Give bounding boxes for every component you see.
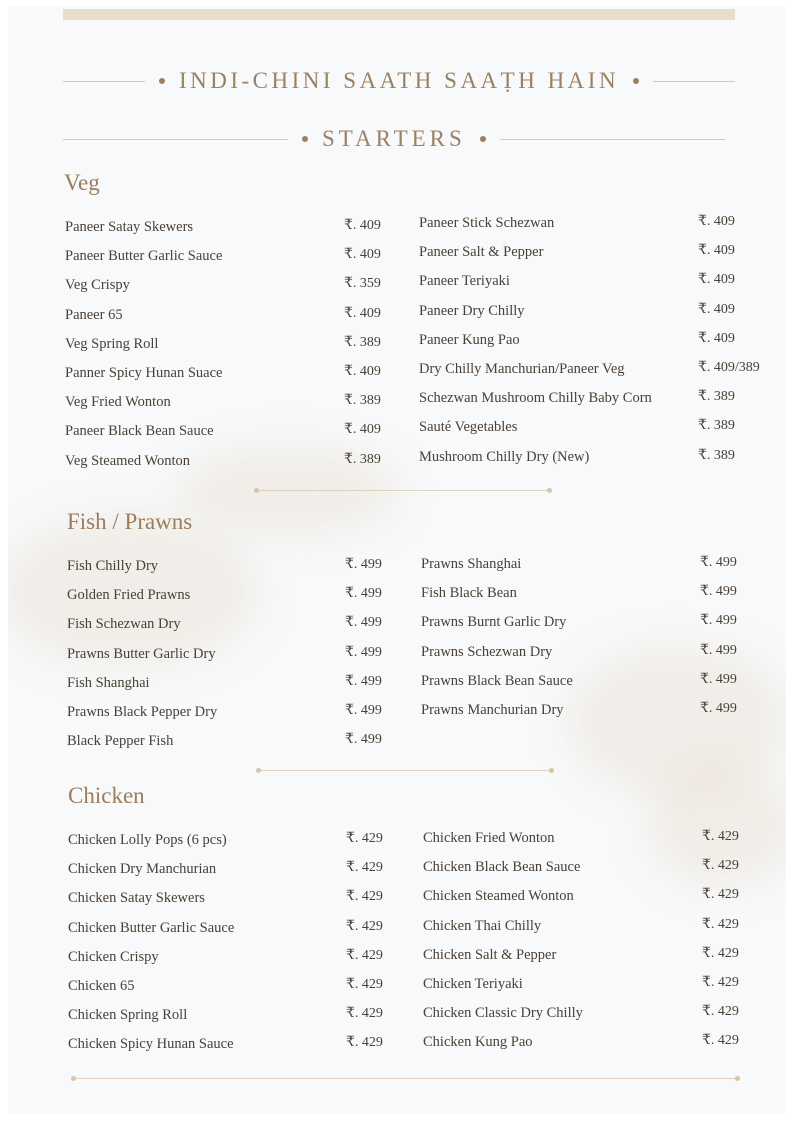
menu-item-price: ₹. 409/389 [698, 360, 760, 375]
menu-item-name: Paneer Satay Skewers [65, 219, 194, 235]
menu-item-price: ₹. 429 [346, 860, 383, 876]
menu-item-name: Chicken Black Bean Sauce [423, 859, 581, 876]
menu-item-name: Chicken Satay Skewers [68, 890, 205, 907]
menu-item-name: Paneer Stick Schezwan [419, 215, 555, 231]
menu-title-row [63, 68, 735, 94]
top-decorative-band [63, 9, 735, 20]
menu-item-name: Chicken Lolly Pops (6 pcs) [68, 832, 227, 848]
menu-item-price: ₹. 499 [345, 586, 382, 602]
menu-item-name: Prawns Manchurian Dry [421, 702, 564, 718]
menu-item-price: ₹. 499 [345, 644, 382, 660]
menu-item-price: ₹. 409 [344, 364, 381, 379]
menu-item-name: Paneer Black Bean Sauce [65, 423, 214, 440]
menu-item-price: ₹. 499 [700, 555, 737, 570]
menu-item-price: ₹. 429 [346, 977, 383, 992]
menu-item-price: ₹. 429 [346, 1035, 383, 1051]
menu-item-price: ₹. 429 [346, 889, 383, 905]
menu-item-name: Paneer Butter Garlic Sauce [65, 248, 223, 265]
menu-item-name: Prawns Butter Garlic Dry [67, 645, 216, 662]
menu-item-price: ₹. 389 [344, 451, 381, 467]
menu-item-name: Veg Spring Roll [65, 335, 159, 352]
menu-item-price: ₹. 429 [346, 1006, 383, 1022]
menu-item-name: Paneer Kung Pao [419, 331, 520, 348]
menu-item-name: Chicken Spicy Hunan Sauce [68, 1036, 234, 1053]
menu-item-name: Chicken Thai Chilly [423, 917, 542, 934]
menu-item-name: Black Pepper Fish [67, 733, 174, 750]
menu-item-price: ₹. 499 [345, 557, 382, 572]
menu-item-name: Prawns Black Bean Sauce [421, 672, 573, 689]
section-title-chicken: Chicken [68, 783, 145, 808]
menu-item-name: Veg Fried Wonton [65, 394, 171, 411]
menu-item-name: Dry Chilly Manchurian/Paneer Veg [419, 361, 625, 377]
menu-item-price: ₹. 499 [700, 701, 737, 716]
menu-item-name: Chicken Steamed Wonton [423, 888, 574, 905]
menu-item-price: ₹. 429 [702, 887, 739, 903]
menu-item-name: Chicken Butter Garlic Sauce [68, 919, 235, 936]
menu-item-name: Mushroom Chilly Dry (New) [419, 448, 590, 465]
menu-item-name: Prawns Burnt Garlic Dry [421, 614, 567, 631]
menu-item-price: ₹. 429 [702, 829, 739, 844]
menu-item-name: Schezwan Mushroom Chilly Baby Corn [419, 390, 652, 407]
menu-item-name: Prawns Black Pepper Dry [67, 704, 218, 720]
section-title-veg: Veg [64, 170, 100, 195]
menu-item-name: Chicken Teriyaki [423, 976, 523, 992]
menu-item-price: ₹. 499 [700, 613, 737, 629]
menu-item-price: ₹. 429 [702, 945, 739, 961]
menu-item-name: Prawns Schezwan Dry [421, 643, 553, 660]
menu-item-price: ₹. 409 [698, 301, 735, 317]
menu-item-price: ₹. 389 [344, 334, 381, 350]
menu-item-name: Fish Chilly Dry [67, 558, 159, 574]
menu-item-price: ₹. 429 [346, 918, 383, 934]
menu-item-price: ₹. 429 [702, 1004, 739, 1020]
menu-item-price: ₹. 499 [345, 673, 382, 689]
menu-item-price: ₹. 409 [698, 330, 735, 346]
section-divider [256, 490, 550, 491]
menu-item-name: Panner Spicy Hunan Suace [65, 365, 223, 381]
menu-item-name: Sauté Vegetables [419, 419, 518, 436]
menu-item-price: ₹. 429 [346, 831, 383, 846]
menu-item-price: ₹. 409 [698, 214, 735, 229]
menu-item-price: ₹. 409 [344, 305, 381, 321]
menu-item-price: ₹. 499 [345, 615, 382, 631]
section-divider [73, 1078, 738, 1079]
menu-item-name: Fish Black Bean [421, 585, 517, 602]
menu-item-name: Chicken Fried Wonton [423, 830, 555, 846]
menu-item-price: ₹. 429 [702, 916, 739, 932]
menu-item-price: ₹. 359 [344, 276, 381, 292]
menu-item-name: Fish Shanghai [67, 674, 150, 691]
menu-item-price: ₹. 429 [702, 975, 739, 990]
category-heading-row [63, 126, 735, 152]
menu-item-name: Chicken Crispy [68, 948, 159, 965]
menu-item-price: ₹. 499 [345, 732, 382, 748]
menu-item-price: ₹. 409 [344, 247, 381, 263]
menu-item-name: Paneer Dry Chilly [419, 302, 525, 319]
menu-item-name: Chicken Spring Roll [68, 1007, 188, 1024]
category-heading: STARTERS [322, 126, 466, 151]
menu-item-price: ₹. 499 [700, 671, 737, 687]
section-title-fish-prawns: Fish / Prawns [67, 509, 193, 534]
menu-item-name: Chicken Classic Dry Chilly [423, 1005, 583, 1022]
menu-item-price: ₹. 429 [346, 947, 383, 963]
menu-item-price: ₹. 389 [344, 393, 381, 409]
menu-item-price: ₹. 389 [698, 389, 735, 405]
menu-item-name: Chicken Kung Pao [423, 1034, 533, 1051]
menu-item-name: Veg Crispy [65, 277, 130, 294]
menu-title: INDI-CHINI SAATH SAAṬH HAIN [178, 68, 620, 93]
menu-item-name: Paneer 65 [65, 306, 123, 323]
menu-item-name: Golden Fried Prawns [67, 587, 191, 604]
menu-item-price: ₹. 389 [698, 447, 735, 463]
menu-item-price: ₹. 409 [698, 243, 735, 259]
menu-item-name: Chicken 65 [68, 978, 135, 994]
menu-item-name: Paneer Salt & Pepper [419, 244, 544, 261]
section-divider [258, 770, 552, 771]
menu-item-name: Chicken Dry Manchurian [68, 861, 217, 878]
menu-item-price: ₹. 499 [700, 584, 737, 600]
menu-item-name: Chicken Salt & Pepper [423, 946, 557, 963]
menu-item-price: ₹. 409 [698, 272, 735, 288]
menu-item-name: Prawns Shanghai [421, 556, 522, 572]
menu-item-name: Fish Schezwan Dry [67, 616, 181, 633]
menu-item-name: Veg Steamed Wonton [65, 452, 191, 469]
menu-item-price: ₹. 409 [344, 218, 381, 233]
menu-item-price: ₹. 429 [702, 858, 739, 874]
menu-item-price: ₹. 409 [344, 422, 381, 438]
menu-item-name: Paneer Teriyaki [419, 273, 510, 290]
menu-item-price: ₹. 429 [702, 1033, 739, 1049]
menu-item-price: ₹. 389 [698, 418, 735, 434]
menu-item-price: ₹. 499 [345, 703, 382, 718]
menu-item-price: ₹. 499 [700, 642, 737, 658]
menu-page [8, 6, 786, 1114]
